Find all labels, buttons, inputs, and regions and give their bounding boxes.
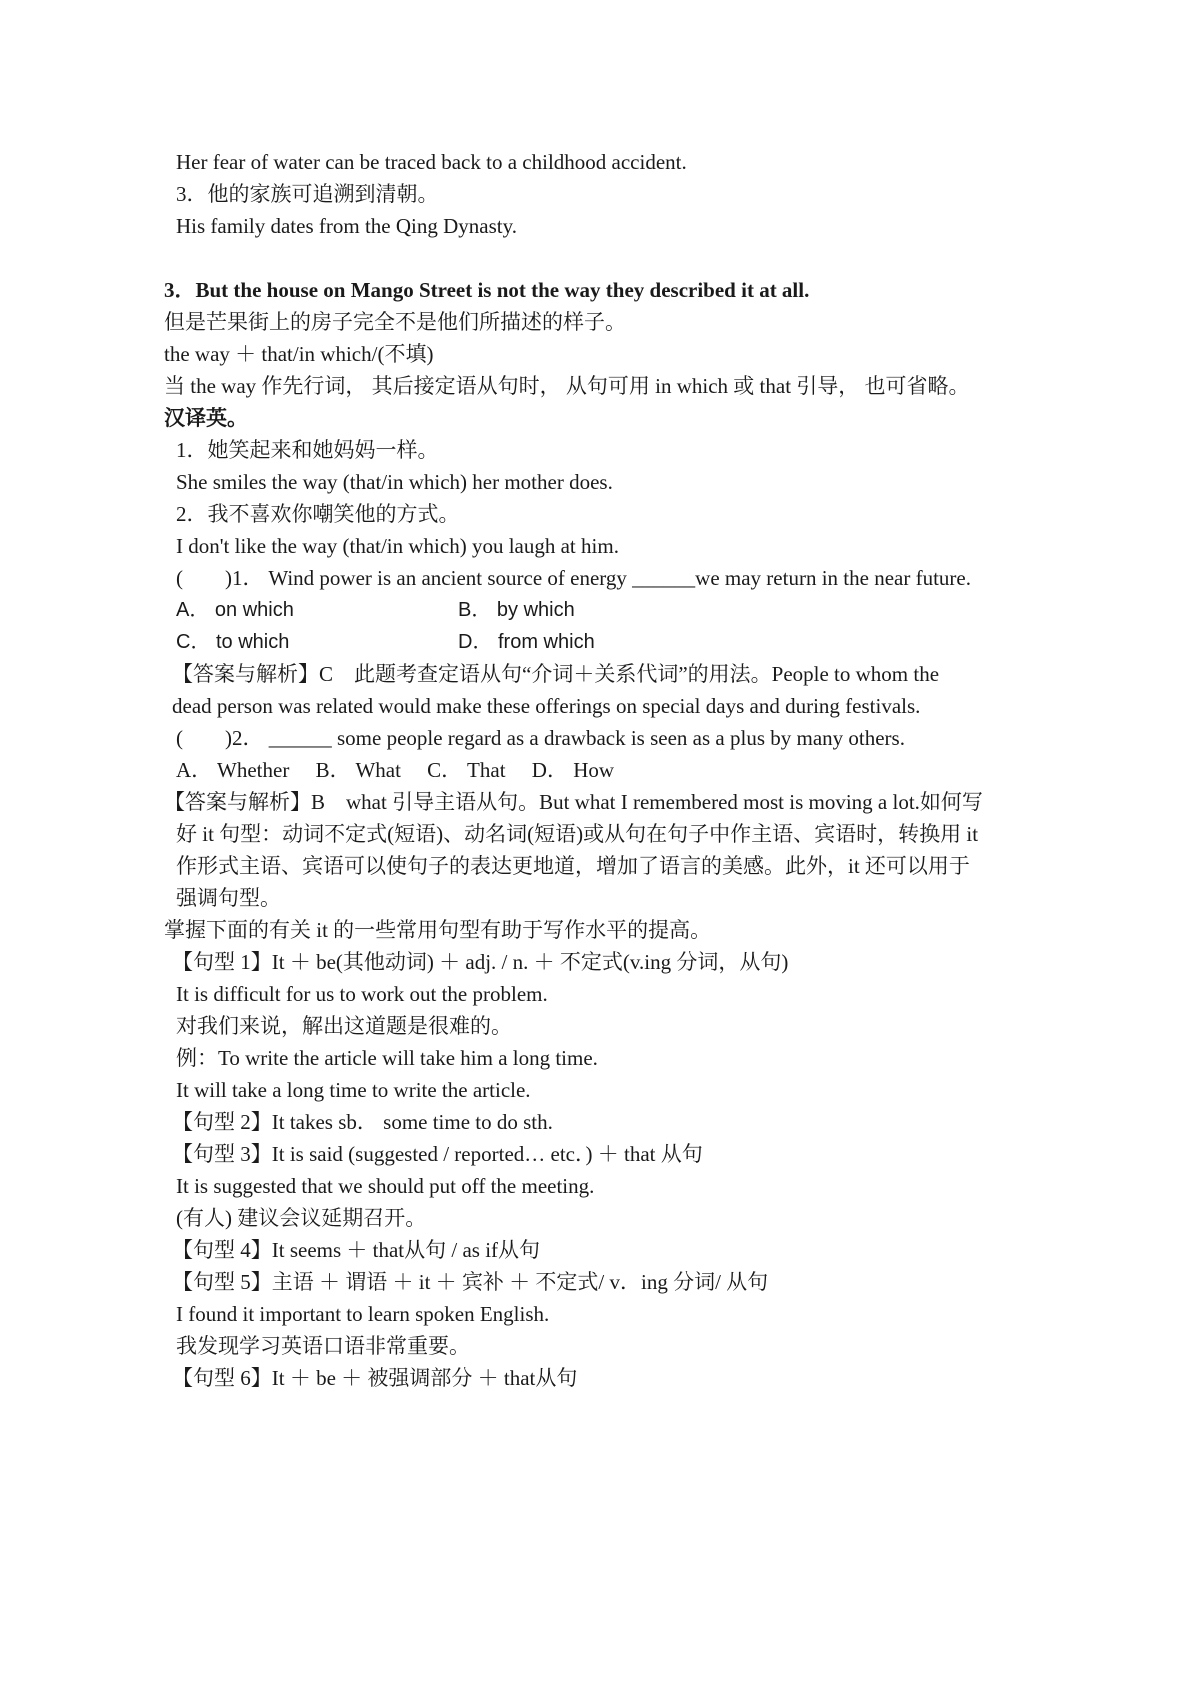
answer-explanation: 【答案与解析】C 此题考查定语从句“介词＋关系代词”的用法。People to whom the (172, 662, 940, 686)
example-sentence: I don't like the way (that/in which) you laugh at him. (176, 534, 619, 558)
translation-item: 3．他的家族可追溯到清朝。 (176, 182, 439, 206)
section-heading: 3．But the house on Mango Street is not the way they described it at all. (164, 278, 810, 302)
option-b: B． by which (458, 599, 575, 621)
pattern-3: 【句型 3】It is said (suggested / reported… etc．) ＋ that 从句 (172, 1142, 703, 1166)
grammar-pattern: the way ＋ that/in which/(不填) (164, 342, 434, 366)
example-translation: 我发现学习英语口语非常重要。 (176, 1334, 470, 1358)
example-sentence: It will take a long time to write the article. (176, 1078, 531, 1102)
example-sentence: Her fear of water can be traced back to a childhood accident. (176, 150, 687, 174)
answer-explanation-cont: dead person was related would make these offerings on special days and during festivals. (172, 694, 921, 718)
section-translation: 但是芒果街上的房子完全不是他们所描述的样子。 (164, 310, 626, 334)
answer-explanation: 【答案与解析】B what 引导主语从句。But what I remembered most is moving a lot.如何写 (164, 790, 983, 814)
example-translation: (有人) 建议会议延期召开。 (176, 1206, 427, 1230)
example-sentence: I found it important to learn spoken English. (176, 1302, 550, 1326)
grammar-note: 当 the way 作先行词， 其后接定语从句时， 从句可用 in which 或 that 引导， 也可省略。 (164, 374, 970, 398)
question-2: ( )2． ______ some people regard as a drawback is seen as a plus by many others. (176, 726, 905, 750)
pattern-5: 【句型 5】主语 ＋ 谓语 ＋ it ＋ 宾补 ＋ 不定式/ v．ing 分词/ 从句 (172, 1270, 769, 1294)
exercise-heading: 汉译英。 (164, 406, 248, 430)
example-sentence: It is difficult for us to work out the problem. (176, 982, 548, 1006)
translation-item: 2．我不喜欢你嘲笑他的方式。 (176, 502, 460, 526)
pattern-4: 【句型 4】It seems ＋ that从句 / as if从句 (172, 1238, 541, 1262)
pattern-6: 【句型 6】It ＋ be ＋ 被强调部分 ＋ that从句 (172, 1366, 578, 1390)
example-translation: 对我们来说，解出这道题是很难的。 (176, 1014, 512, 1038)
pattern-2: 【句型 2】It takes sb． some time to do sth. (172, 1110, 553, 1134)
example-sentence: She smiles the way (that/in which) her mother does. (176, 470, 613, 494)
option-d: D． from which (458, 631, 595, 653)
question-1: ( )1． Wind power is an ancient source of energy ______we may return in the near future. (176, 566, 971, 590)
pattern-1: 【句型 1】It ＋ be(其他动词) ＋ adj. / n. ＋ 不定式(v.ing 分词，从句) (172, 950, 789, 974)
option-a: A． on which (176, 599, 294, 621)
example-sentence: His family dates from the Qing Dynasty. (176, 214, 517, 238)
answer-explanation-cont: 强调句型。 (176, 886, 281, 910)
answer-explanation-cont: 作形式主语、宾语可以使句子的表达更地道，增加了语言的美感。此外，it 还可以用于 (176, 854, 970, 878)
option-c: C． to which (176, 631, 290, 653)
example-sentence: It is suggested that we should put off the meeting. (176, 1174, 595, 1198)
section-intro: 掌握下面的有关 it 的一些常用句型有助于写作水平的提高。 (164, 918, 712, 942)
question-2-options: A． Whether B． What C． That D． How (176, 758, 615, 782)
translation-item: 1．她笑起来和她妈妈一样。 (176, 438, 439, 462)
answer-explanation-cont: 好 it 句型：动词不定式(短语)、动名词(短语)或从句在句子中作主语、宾语时，转换用 it (176, 822, 979, 846)
example-sentence: 例：To write the article will take him a long time. (176, 1046, 598, 1070)
